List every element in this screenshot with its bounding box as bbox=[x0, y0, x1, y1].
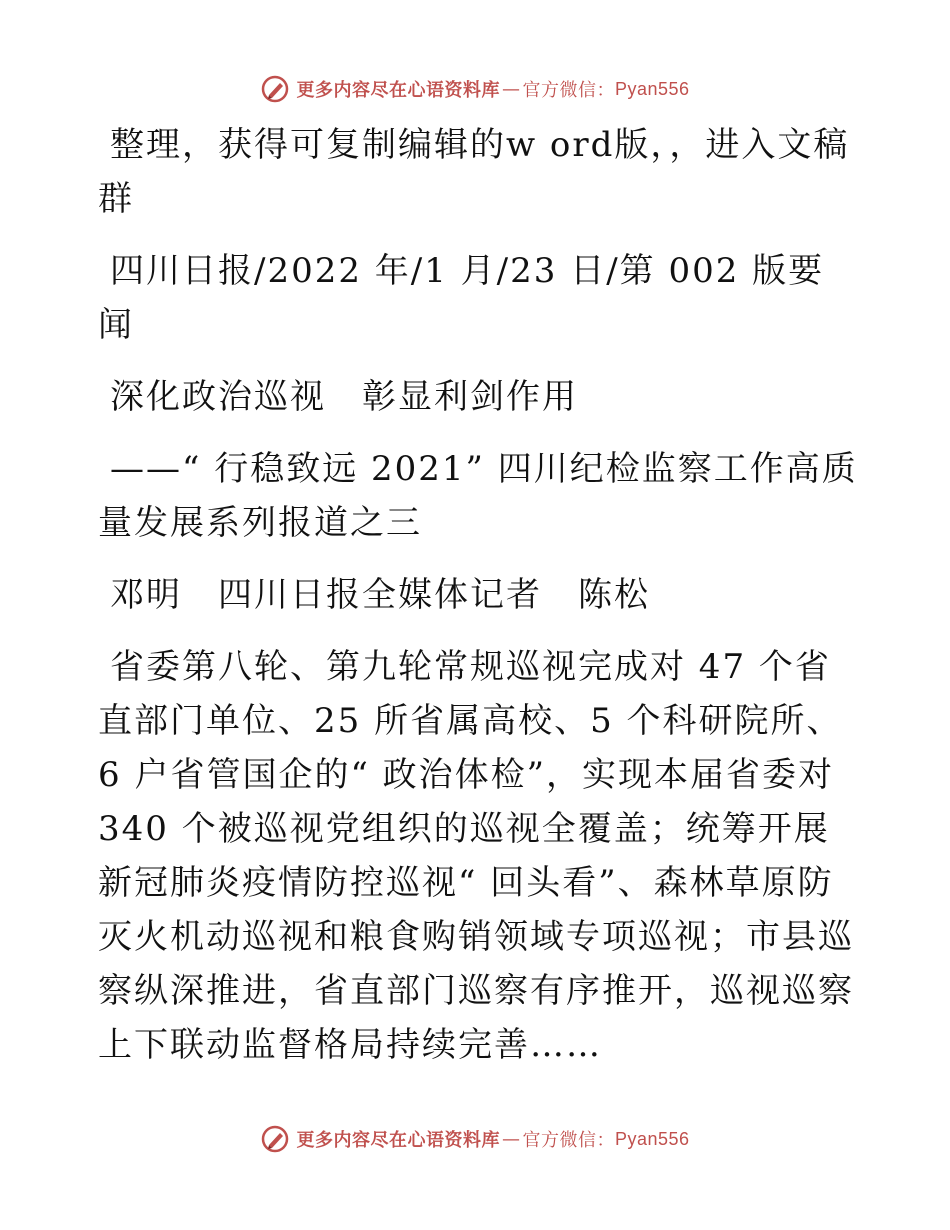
watermark-header bbox=[0, 72, 950, 106]
paragraph-byline: 邓明 四川日报全媒体记者 陈松 bbox=[110, 575, 650, 615]
paragraph-subheadline: ——“ 行稳致远 2021” 四川纪检监察工作高质量发展系列报道之三 bbox=[98, 449, 858, 543]
watermark-wechat-id: Pyan556 bbox=[614, 1128, 690, 1149]
paragraph-body: 省委第八轮、第九轮常规巡视完成对 47 个省直部门单位、25 所省属高校、5 个科研院所、6 户省管国企的“ 政治体检”，实现本届省委对 340 个被巡视党组织的巡视全覆盖；统筹开展新冠肺炎疫情防控巡视“ 回头看”、森林草原防灭火机动巡视和粮食购销领域专项巡视；市县巡察纵深推进，省直部门巡察有序推开，巡视巡察上下联动监督格局持续完善…… bbox=[98, 647, 854, 1065]
watermark-wechat-id: Pyan556 bbox=[614, 78, 690, 99]
pen-logo-icon bbox=[260, 74, 290, 104]
watermark-main-text: 更多内容尽在心语资料库 bbox=[296, 1130, 500, 1151]
paragraph-intro: 整理，获得可复制编辑的w ord版，，进入文稿群 bbox=[98, 125, 850, 219]
paragraph-headline: 深化政治巡视 彰显利剑作用 bbox=[110, 377, 578, 417]
document-body bbox=[98, 118, 858, 1090]
watermark-main-text: 更多内容尽在心语资料库 bbox=[296, 80, 500, 101]
pen-logo-icon bbox=[260, 1124, 290, 1154]
watermark-separator: — bbox=[501, 1128, 521, 1150]
paragraph-source: 四川日报/2022 年/1 月/23 日/第 002 版要闻 bbox=[98, 251, 825, 345]
watermark-footer bbox=[0, 1122, 950, 1156]
watermark-wechat-label: 官方微信： bbox=[522, 1130, 615, 1151]
watermark-wechat-label: 官方微信： bbox=[522, 80, 615, 101]
watermark-separator: — bbox=[501, 78, 521, 100]
